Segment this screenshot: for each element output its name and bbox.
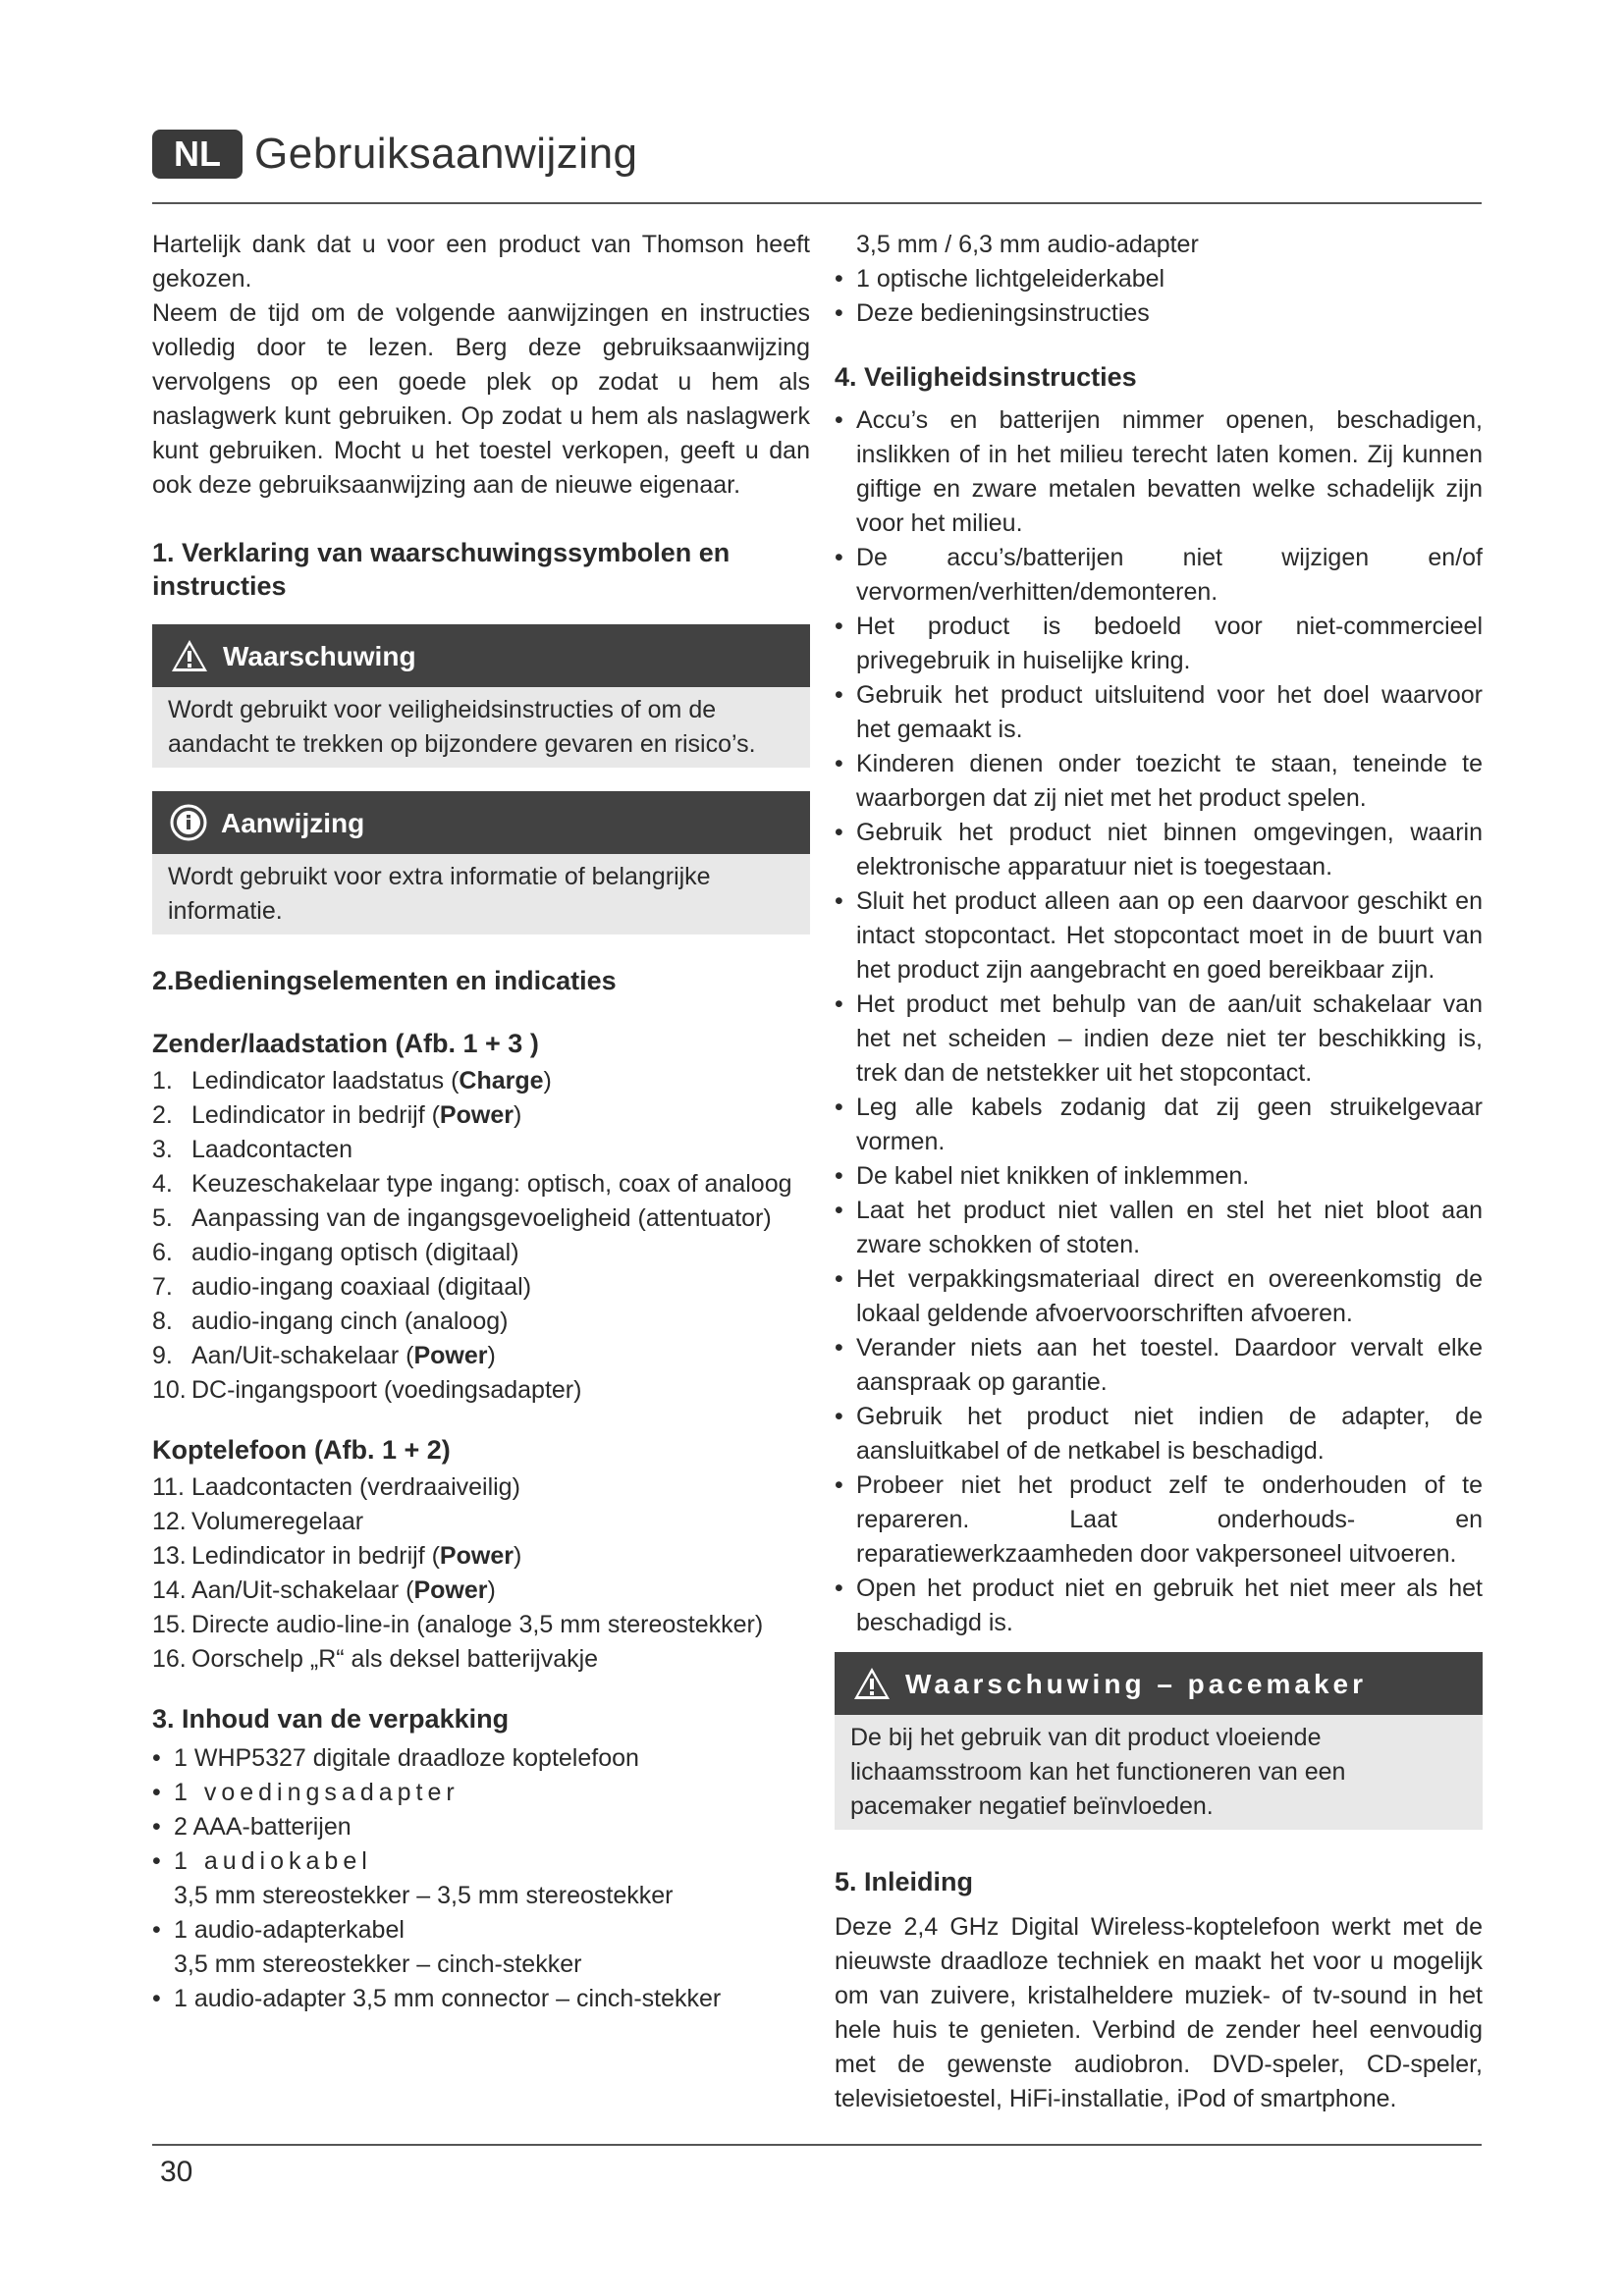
- page-number: 30: [160, 2156, 193, 2188]
- list-item: 10. DC-ingangspoort (voedingsadapter): [152, 1376, 582, 1404]
- list-item: 15. Directe audio-line-in (analoge 3,5 mm stereostekker): [152, 1611, 764, 1638]
- warning-box-header: [152, 624, 810, 687]
- section5-title: 5. Inleiding: [835, 1867, 974, 1896]
- list-item: • Het product is bedoeld voor niet-commercieel privegebruik in huiselijke kring.: [835, 613, 1483, 674]
- note-box: [152, 791, 810, 934]
- list-item: • Gebruik het product uitsluitend voor het doel waarvoor het gemaakt is.: [835, 681, 1483, 743]
- warning-triangle-icon: [852, 1666, 892, 1701]
- list-item: • Laat het product niet vallen en stel het niet bloot aan zware schokken of stoten.: [835, 1197, 1483, 1258]
- list-item: 8. audio-ingang cinch (analoog): [152, 1308, 509, 1335]
- page-title: Gebruiksaanwijzing: [254, 130, 638, 178]
- list-item: • 1 audio-adapterkabel: [152, 1916, 405, 1944]
- list-item-continuation: 3,5 mm stereostekker – cinch-stekker: [174, 1950, 582, 1978]
- transmitter-list: [152, 1064, 810, 1408]
- pacemaker-warning-body: [835, 1715, 1483, 1830]
- list-item: • Leg alle kabels zodanig dat zij geen struikelgevaar vormen.: [835, 1094, 1483, 1155]
- safety-list: [835, 403, 1483, 1640]
- header-rule: [152, 202, 1482, 204]
- headphone-list: [152, 1470, 810, 1677]
- transmitter-title: Zender/laadstation (Afb. 1 + 3 ): [152, 1029, 539, 1058]
- list-item-continuation: 3,5 mm stereostekker – 3,5 mm stereostekker: [174, 1882, 674, 1909]
- list-item: • 1 optische lichtgeleiderkabel: [835, 265, 1165, 293]
- list-item: • Het product met behulp van de aan/uit schakelaar van het net scheiden – indien deze niet ter beschikking is, trek dan de netstekker uit het stopcontact.: [835, 990, 1483, 1087]
- footer-rule: [152, 2144, 1482, 2146]
- page-header: [152, 130, 638, 179]
- list-item: 13. Ledindicator in bedrijf (Power): [152, 1542, 522, 1570]
- section5-text: Deze 2,4 GHz Digital Wireless-koptelefoon werkt met de nieuwste draadloze techniek en maakt het voor u mogelijk om van zuivere, kristalheldere muziek- of tv-sound in het hele huis te genieten. Verbind de zender heel eenvoudig met de gewenste audiobron. DVD-speler, CD-speler, televisietoestel, HiFi-installatie, iPod of smartphone.: [835, 1913, 1483, 2112]
- section4-title: 4. Veiligheidsinstructies: [835, 362, 1137, 392]
- pacemaker-warning-box: [835, 1652, 1483, 1830]
- section3-title: 3. Inhoud van de verpakking: [152, 1704, 510, 1734]
- headphone-title: Koptelefoon (Afb. 1 + 2): [152, 1435, 451, 1465]
- list-item: • Gebruik het product niet binnen omgevingen, waarin elektronische apparatuur niet is toegestaan.: [835, 819, 1483, 881]
- list-item: • 1 voedingsadapter: [152, 1779, 460, 1806]
- warning-box: [152, 624, 810, 768]
- info-circle-icon: [170, 804, 207, 841]
- note-box-body: [152, 854, 810, 934]
- section1-title: 1. Verklaring van waarschuwingssymbolen en instructies: [152, 538, 731, 601]
- list-item: 12. Volumeregelaar: [152, 1508, 364, 1535]
- warning-box-body: [152, 687, 810, 768]
- list-item: 1. Ledindicator laadstatus (Charge): [152, 1067, 552, 1095]
- list-item: • Accu’s en batterijen nimmer openen, beschadigen, inslikken of in het milieu terecht laten komen. Zij kunnen giftige en zware metalen bevatten welke schadelijk zijn voor het milieu.: [835, 406, 1483, 537]
- list-item: 7. audio-ingang coaxiaal (digitaal): [152, 1273, 532, 1301]
- list-item: • De kabel niet knikken of inklemmen.: [835, 1162, 1250, 1190]
- list-item: • De accu’s/batterijen niet wijzigen en/of vervormen/verhitten/demonteren.: [835, 544, 1483, 606]
- pacemaker-warning-header: [835, 1652, 1483, 1715]
- right-column: [835, 228, 1483, 2116]
- intro-instructions: Neem de tijd om de volgende aanwijzingen en instructies volledig door te lezen. Berg deze gebruiksaanwijzing vervolgens op een goede plek op zodat u hem als naslagwerk kunt gebruiken. Op zodat u hem als naslagwerk kunt gebruiken. Mocht u het toestel verkopen, geeft u dan ook deze gebruiksaanwijzing aan de nieuwe eigenaar.: [152, 299, 810, 499]
- list-item: • 1 WHP5327 digitale draadloze koptelefoon: [152, 1744, 639, 1772]
- list-item: 14. Aan/Uit-schakelaar (Power): [152, 1576, 496, 1604]
- section2-title: 2.Bedieningselementen en indicaties: [152, 966, 617, 995]
- list-item: • 1 audio-adapter 3,5 mm connector – cinch-stekker: [152, 1985, 722, 2012]
- package-contents-list-continued: [835, 228, 1483, 331]
- intro-thanks: Hartelijk dank dat u voor een product van Thomson heeft gekozen.: [152, 231, 810, 293]
- warning-box-title: Waarschuwing: [223, 640, 416, 671]
- list-item: • Verander niets aan het toestel. Daardoor vervalt elke aanspraak op garantie.: [835, 1334, 1483, 1396]
- list-item: 6. audio-ingang optisch (digitaal): [152, 1239, 519, 1266]
- list-item: • Sluit het product alleen aan op een daarvoor geschikt en intact stopcontact. Het stopcontact moet in de buurt van het product zijn aangebracht en goed bereikbaar zijn.: [835, 887, 1483, 984]
- package-contents-list: [152, 1741, 810, 2016]
- list-item: 16. Oorschelp „R“ als deksel batterijvakje: [152, 1645, 599, 1673]
- note-box-text: Wordt gebruikt voor extra informatie of belangrijke informatie.: [168, 863, 711, 925]
- list-item: • Kinderen dienen onder toezicht te staan, teneinde te waarborgen dat zij niet met het product spelen.: [835, 750, 1483, 812]
- list-item: • Gebruik het product niet indien de adapter, de aansluitkabel of de netkabel is beschadigd.: [835, 1403, 1483, 1465]
- warning-triangle-icon: [170, 638, 209, 673]
- pacemaker-warning-title: Waarschuwing – pacemaker: [905, 1668, 1368, 1699]
- left-column: [152, 228, 810, 2016]
- pacemaker-warning-text: De bij het gebruik van dit product vloeiende lichaamsstroom kan het functioneren van een pacemaker negatief beïnvloeden.: [850, 1724, 1346, 1820]
- list-item: • Probeer niet het product zelf te onderhouden of te repareren. Laat onderhouds- en reparatiewerkzaamheden door vakpersoneel uitvoeren.: [835, 1471, 1483, 1568]
- list-item: • 2 AAA-batterijen: [152, 1813, 352, 1841]
- list-item: 3. Laadcontacten: [152, 1136, 353, 1163]
- list-item: 5. Aanpassing van de ingangsgevoeligheid (attentuator): [152, 1204, 772, 1232]
- note-box-header: [152, 791, 810, 854]
- warning-box-text: Wordt gebruikt voor veiligheidsinstructies of om de aandacht te trekken op bijzondere gevaren en risico’s.: [168, 696, 756, 758]
- list-item: 4. Keuzeschakelaar type ingang: optisch, coax of analoog: [152, 1170, 792, 1198]
- list-item: 2. Ledindicator in bedrijf (Power): [152, 1101, 522, 1129]
- list-item: • Het verpakkingsmateriaal direct en overeenkomstig de lokaal geldende afvoervoorschriften afvoeren.: [835, 1265, 1483, 1327]
- language-badge: NL: [152, 130, 243, 179]
- list-item: 11. Laadcontacten (verdraaiveilig): [152, 1473, 520, 1501]
- list-item: • 1 audiokabel: [152, 1847, 372, 1875]
- note-box-title: Aanwijzing: [221, 807, 365, 838]
- list-item: • Deze bedieningsinstructies: [835, 299, 1150, 327]
- list-item: • Open het product niet en gebruik het niet meer als het beschadigd is.: [835, 1575, 1483, 1636]
- list-item: 9. Aan/Uit-schakelaar (Power): [152, 1342, 496, 1369]
- list-item-continuation: 3,5 mm / 6,3 mm audio-adapter: [856, 231, 1199, 258]
